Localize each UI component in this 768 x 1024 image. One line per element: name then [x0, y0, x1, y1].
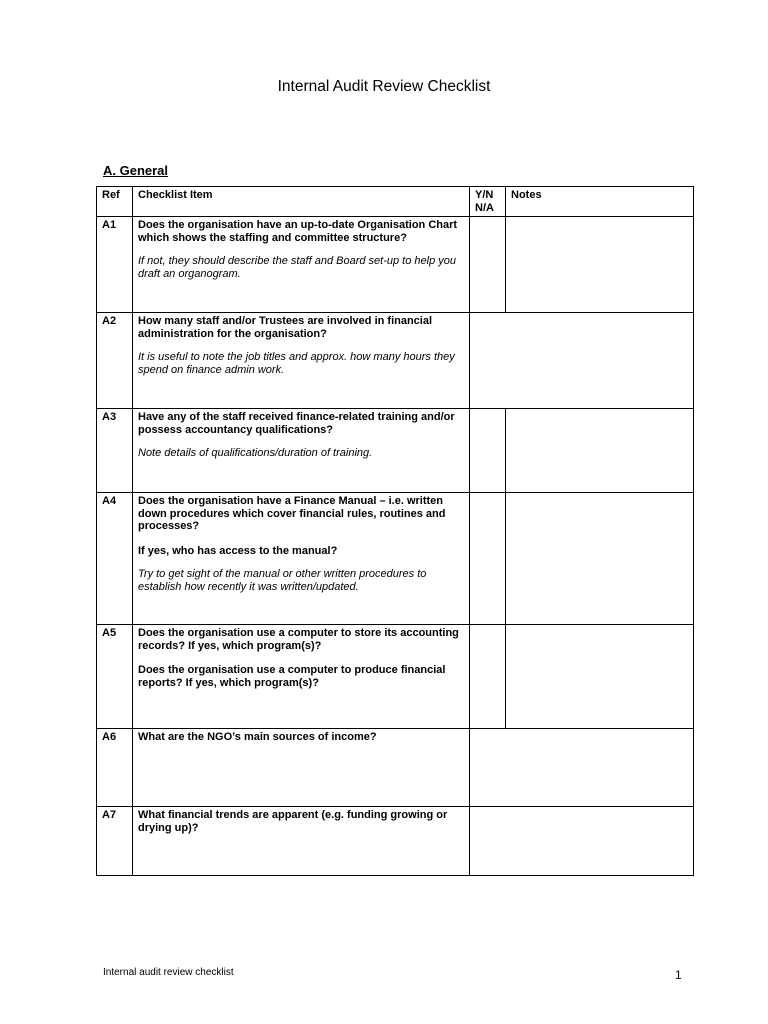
checklist-table	[96, 186, 694, 876]
row-ref: A1	[97, 217, 133, 313]
row-item	[133, 807, 470, 876]
notes-cell[interactable]	[506, 493, 694, 625]
row-question: Does the organisation use a computer to produce financial reports? If yes, which program(s)?	[138, 664, 446, 689]
row-question: If yes, who has access to the manual?	[138, 544, 338, 557]
table-row-a3	[97, 409, 694, 493]
row-question: Have any of the staff received finance-related training and/or possess accountancy qualifications?	[138, 411, 455, 436]
row-hint: Note details of qualifications/duration of training.	[138, 447, 373, 459]
document-title: Internal Audit Review Checklist	[277, 78, 491, 95]
header-row	[97, 187, 694, 217]
row-ref: A7	[97, 807, 133, 876]
row-ref: A6	[97, 729, 133, 807]
notes-cell[interactable]	[506, 217, 694, 313]
row-item	[133, 625, 470, 729]
row-question: Does the organisation have an up-to-date Organisation Chart which shows the staffing and committee structure?	[138, 219, 458, 244]
footer-text: Internal audit review checklist	[103, 967, 234, 978]
header-yn	[470, 187, 506, 217]
row-question: How many staff and/or Trustees are involved in financial administration for the organisation?	[138, 315, 433, 340]
row-question: What financial trends are apparent (e.g. funding growing or drying up)?	[138, 809, 448, 834]
header-yn-line2: N/A	[475, 201, 494, 214]
yn-cell[interactable]	[470, 625, 506, 729]
table-row-a7	[97, 807, 694, 876]
notes-cell[interactable]	[506, 625, 694, 729]
row-question: What are the NGO’s main sources of income?	[138, 731, 377, 743]
row-hint: If not, they should describe the staff and Board set-up to help you draft an organogram.	[138, 255, 456, 280]
yn-cell[interactable]	[470, 493, 506, 625]
header-yn-line1: Y/N	[475, 189, 494, 201]
notes-cell[interactable]	[470, 729, 694, 807]
row-item	[133, 409, 470, 493]
header-checklist-item: Checklist Item	[133, 187, 470, 217]
page-number: 1	[675, 968, 682, 982]
row-ref: A5	[97, 625, 133, 729]
notes-cell[interactable]	[470, 807, 694, 876]
header-notes: Notes	[506, 187, 694, 217]
row-item	[133, 217, 470, 313]
row-ref: A2	[97, 313, 133, 409]
row-item	[133, 313, 470, 409]
notes-cell[interactable]	[470, 313, 694, 409]
table-row-a4	[97, 493, 694, 625]
table-row-a1	[97, 217, 694, 313]
row-item	[133, 493, 470, 625]
yn-cell[interactable]	[470, 409, 506, 493]
row-question: Does the organisation use a computer to store its accounting records? If yes, which program(s)?	[138, 627, 459, 652]
row-ref: A4	[97, 493, 133, 625]
row-item	[133, 729, 470, 807]
table-row-a5	[97, 625, 694, 729]
row-hint: It is useful to note the job titles and approx. how many hours they spend on finance admin work.	[138, 351, 455, 376]
section-title: A. General	[103, 163, 169, 178]
row-ref: A3	[97, 409, 133, 493]
table-row-a2	[97, 313, 694, 409]
header-ref: Ref	[97, 187, 133, 217]
yn-cell[interactable]	[470, 217, 506, 313]
row-hint: Try to get sight of the manual or other written procedures to establish how recently it was written/updated.	[138, 568, 427, 593]
row-question: Does the organisation have a Finance Manual – i.e. written down procedures which cover financial rules, routines and processes?	[138, 495, 446, 532]
table-row-a6	[97, 729, 694, 807]
notes-cell[interactable]	[506, 409, 694, 493]
